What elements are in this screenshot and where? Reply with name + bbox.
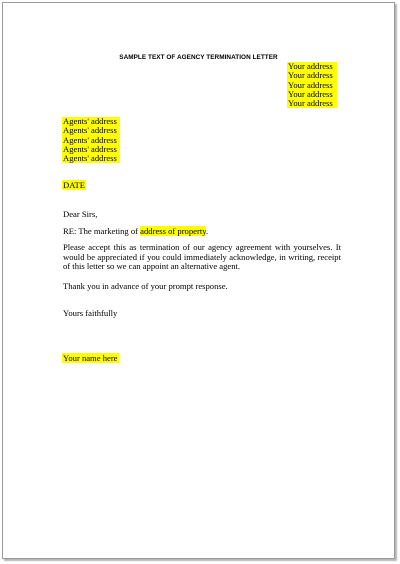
sender-address-block [287,62,337,108]
agent-address-line: Agents' address [62,154,120,163]
body-paragraph: Please accept this as termination of our agency agreement with yourselves. It would be appreciated if you could immediately acknowledge, in writing, receipt of this letter so we can appoint an alternative agent. [63,242,341,272]
property-address-placeholder: address of property [140,226,206,236]
sender-address-line: Your address [287,71,337,80]
agent-address-line: Agents' address [62,136,120,145]
signature-line [62,353,119,363]
subject-line [63,226,208,236]
thanks-line: Thank you in advance of your prompt response. [63,281,228,291]
agent-address-line: Agents' address [62,126,120,135]
agent-address-line: Agents' address [62,145,120,154]
sender-address-line: Your address [287,90,337,99]
sender-address-line: Your address [287,62,337,71]
agent-address-line: Agents' address [62,117,120,126]
letter-title: SAMPLE TEXT OF AGENCY TERMINATION LETTER [119,54,278,61]
sender-address-line: Your address [287,81,337,90]
subject-prefix: RE: The marketing of [63,226,141,236]
document-page [2,2,395,559]
date-placeholder: DATE [63,180,85,190]
signature-name-placeholder: Your name here [63,353,118,363]
sender-address-line: Your address [287,99,337,108]
subject-suffix: . [205,226,209,236]
date-line [62,181,86,191]
closing-line: Yours faithfully [63,308,118,318]
greeting: Dear Sirs, [63,209,98,219]
agent-address-block [62,117,120,163]
